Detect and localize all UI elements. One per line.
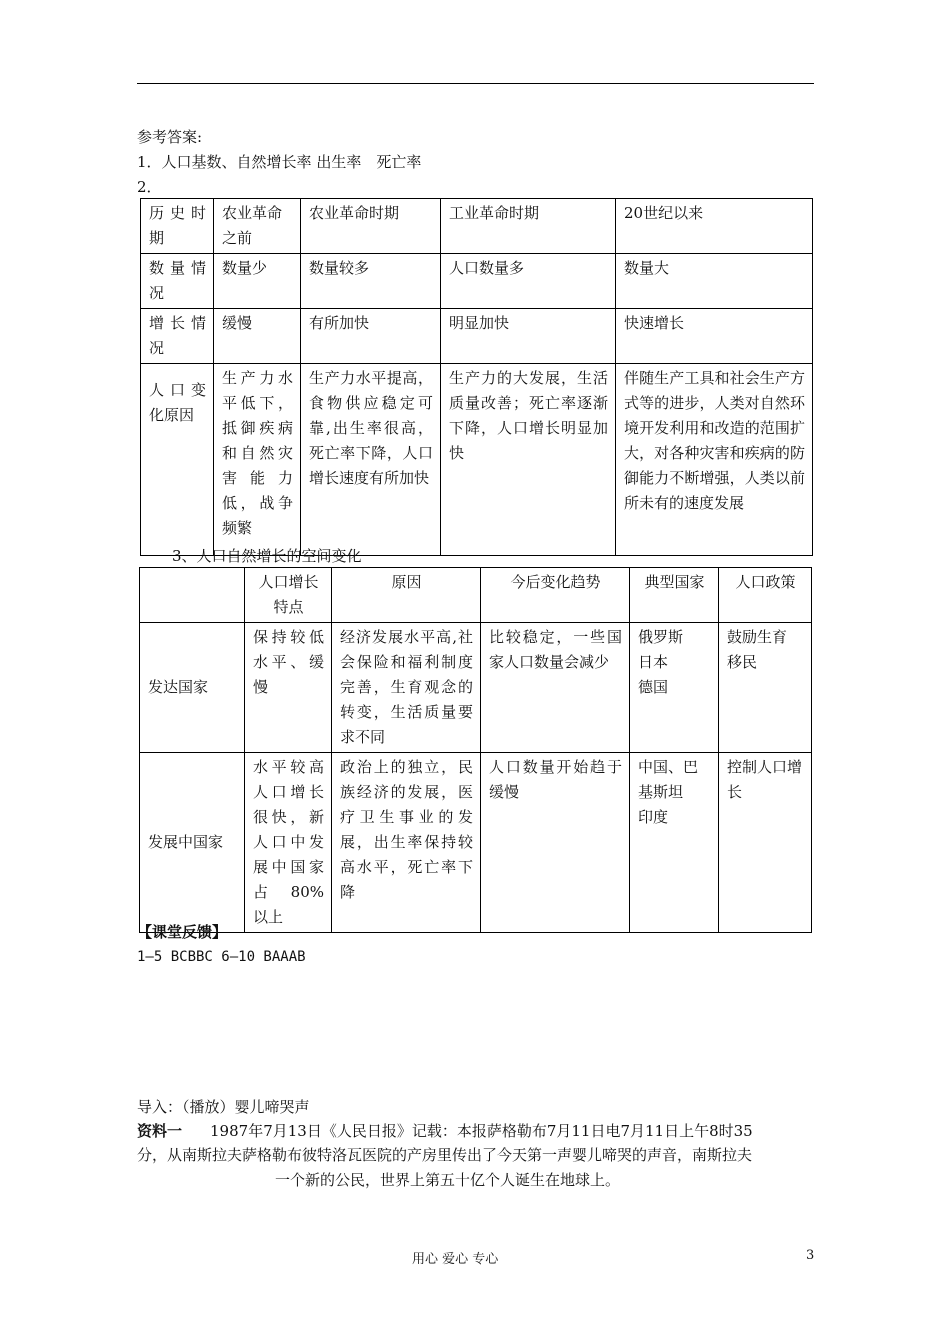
- table2-cell: 政治上的独立，民族经济的发展，医疗卫生事业的发展，出生率保持较高水平，死亡率下降: [332, 753, 481, 933]
- material-line-2: 分，从南斯拉夫萨格勒布彼特洛瓦医院的产房里传出了今天第一声婴儿啼哭的声音，南斯拉夫: [137, 1146, 753, 1164]
- table1-cell: 数量较多: [301, 254, 441, 309]
- table2-cell: 保持较低水平、缓慢: [245, 623, 332, 753]
- table2-cell: 控制人口增长: [719, 753, 812, 933]
- material-line-3: 一个新的公民，世界上第五十亿个人诞生在地球上。: [275, 1171, 621, 1189]
- material-line-1: [137, 1121, 753, 1141]
- table2-cell: 水平较高人口增长很快，新人口中发展中国家占 80% 以上: [245, 753, 332, 933]
- header-rule: [137, 83, 814, 84]
- answer-2-label: 2．: [137, 178, 162, 196]
- table1-cell: 生产力水平低下，抵御疾病和自然灾害能力低，战争频繁: [214, 364, 301, 556]
- table1-cell: 明显加快: [441, 309, 616, 364]
- page-number: 3: [806, 1248, 815, 1263]
- table2-row-label: 发达国家: [140, 623, 245, 753]
- answers-heading: 参考答案:: [137, 128, 203, 146]
- feedback-heading: 【课堂反馈】: [137, 923, 228, 941]
- table1-cell: 缓慢: [214, 309, 301, 364]
- table1-header-cell: 工业革命时期: [441, 199, 616, 254]
- table2-cell: 人口数量开始趋于缓慢: [481, 753, 630, 933]
- table2-header-cell: [140, 568, 245, 623]
- table1-row-label: 增长情况: [141, 309, 214, 364]
- table2-cell: 俄罗斯 日本 德国: [630, 623, 719, 753]
- table2-cell: 比较稳定，一些国家人口数量会减少: [481, 623, 630, 753]
- table1-header-cell: 农业革命时期: [301, 199, 441, 254]
- table1-cell: 数量少: [214, 254, 301, 309]
- table2-header-cell: 今后变化趋势: [481, 568, 630, 623]
- table1-cell: 数量大: [616, 254, 813, 309]
- footer-motto: 用心 爱心 专心: [412, 1252, 499, 1267]
- table1-cell: 伴随生产工具和社会生产方式等的进步，人类对自然环境开发利用和改造的范围扩大，对各种灾害和疾病的防御能力不断增强，人类以前所未有的速度发展: [616, 364, 813, 556]
- table1-row-label: 数量情况: [141, 254, 214, 309]
- feedback-answers: 1—5 BCBBC 6—10 BAAAB: [137, 949, 306, 965]
- table1-cell: 快速增长: [616, 309, 813, 364]
- table1-header-cell: 历史时期: [141, 199, 214, 254]
- table1-cell: 有所加快: [301, 309, 441, 364]
- table2-row-label: 发展中国家: [140, 753, 245, 933]
- table1-cell: 生产力的大发展，生活质量改善；死亡率逐渐下降，人口增长明显加快: [441, 364, 616, 556]
- table2-header-cell: 人口增长特点: [245, 568, 332, 623]
- table2-cell: 经济发展水平高,社会保险和福利制度完善，生育观念的转变，生活质量要求不同: [332, 623, 481, 753]
- table1-row-label: 人口变化原因: [141, 364, 214, 556]
- table1-header-cell: 20世纪以来: [616, 199, 813, 254]
- material-text-1: 1987年7月13日《人民日报》记载：本报萨格勒布7月11日电7月11日上午8时35: [210, 1122, 753, 1140]
- development-comparison-table: [139, 567, 812, 933]
- table1-cell: 生产力水平提高，食物供应稳定可靠,出生率很高，死亡率下降，人口增长速度有所加快: [301, 364, 441, 556]
- table1-cell: 人口数量多: [441, 254, 616, 309]
- answer-1: 1．人口基数、自然增长率 出生率 死亡率: [137, 153, 422, 171]
- table2-cell: 鼓励生育 移民: [719, 623, 812, 753]
- table2-cell: 中国、巴基斯坦 印度: [630, 753, 719, 933]
- table1-header-cell: 农业革命之前: [214, 199, 301, 254]
- history-population-table: [140, 198, 813, 556]
- material-label: 资料一: [137, 1122, 183, 1140]
- table2-header-cell: 人口政策: [719, 568, 812, 623]
- intro-line: 导入：（播放）婴儿啼哭声: [137, 1098, 310, 1116]
- answer-3-label: 3、人口自然增长的空间变化: [172, 547, 362, 565]
- table2-header-cell: 原因: [332, 568, 481, 623]
- table2-header-cell: 典型国家: [630, 568, 719, 623]
